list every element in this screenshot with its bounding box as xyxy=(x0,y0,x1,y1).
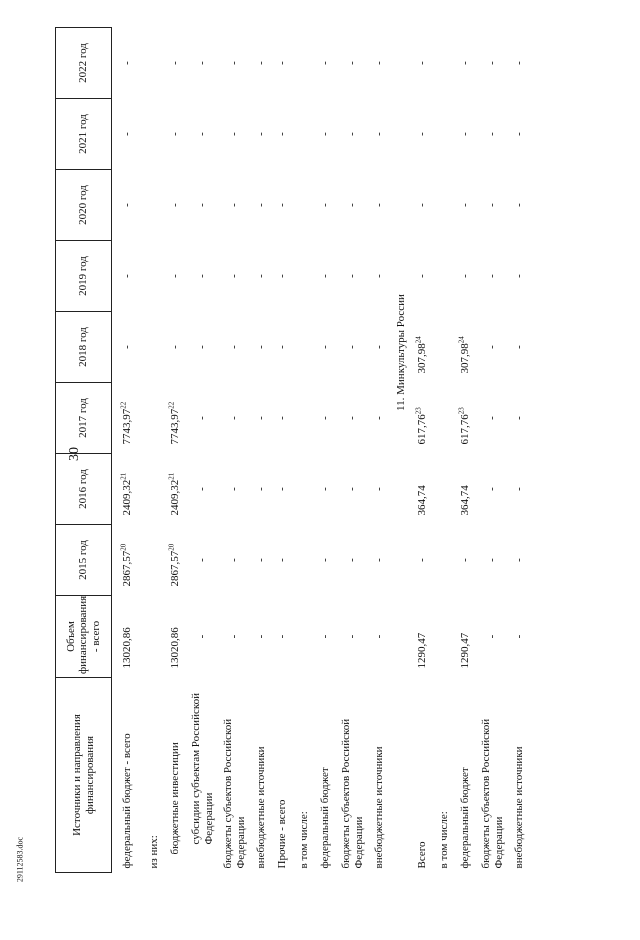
cell-value: - xyxy=(346,416,359,420)
header-year: 2021 год xyxy=(56,99,112,170)
cell-value: - xyxy=(486,203,499,207)
cell-value: - xyxy=(372,203,385,207)
row-label: субсидии субъектам Российской Федерации xyxy=(189,692,215,845)
header-year: 2022 год xyxy=(56,28,112,99)
row-label: внебюджетные источники xyxy=(512,746,525,869)
total-value: 13020,86 xyxy=(169,627,182,669)
table-row xyxy=(434,28,456,873)
row-label: федеральный бюджет - всего xyxy=(121,733,134,869)
cell-value: - xyxy=(228,487,241,491)
cell-value: 2409,32$^{21}$ xyxy=(119,472,134,516)
header-source: Источники и направления финансирования xyxy=(56,678,112,873)
table-row xyxy=(144,28,166,873)
cell-value: - xyxy=(254,274,267,278)
cell-value: - xyxy=(254,416,267,420)
row-label: бюджетные инвестиции xyxy=(169,742,182,855)
cell-value: - xyxy=(459,132,472,136)
cell-value: - xyxy=(196,634,209,639)
cell-value: - xyxy=(121,203,134,207)
cell-value: - xyxy=(276,274,289,278)
cell-value: - xyxy=(228,558,241,562)
cell-value: - xyxy=(512,416,525,420)
row-label: в том числе: xyxy=(437,811,450,869)
cell-value: - xyxy=(512,274,525,278)
cell-value: - xyxy=(372,487,385,491)
cell-value: - xyxy=(196,132,209,136)
cell-value: - xyxy=(346,487,359,491)
cell-value: - xyxy=(254,487,267,491)
cell-value: - xyxy=(254,132,267,136)
header-year: 2016 год xyxy=(56,454,112,525)
cell-value: - xyxy=(319,203,332,207)
cell-value: - xyxy=(228,416,241,420)
cell-value: - xyxy=(486,345,499,349)
cell-value: - xyxy=(276,634,289,639)
cell-value: - xyxy=(196,203,209,207)
row-label: Прочие - всего xyxy=(276,799,289,869)
row-label: федеральный бюджет xyxy=(459,767,472,869)
table-row xyxy=(477,28,509,873)
cell-value: 307,98$^{24}$ xyxy=(457,336,472,374)
cell-value: - xyxy=(169,132,182,136)
table-row xyxy=(112,28,144,873)
cell-value: - xyxy=(276,558,289,562)
cell-value: - xyxy=(121,274,134,278)
cell-value: 2867,57$^{20}$ xyxy=(167,543,182,587)
cell-value: - xyxy=(196,416,209,420)
cell-value: 364,74 xyxy=(416,485,429,516)
table-row xyxy=(272,28,294,873)
header-row xyxy=(56,28,112,873)
cell-value: - xyxy=(228,203,241,207)
row-label: федеральный бюджет xyxy=(319,767,332,869)
cell-value: - xyxy=(196,274,209,278)
cell-value: - xyxy=(276,487,289,491)
table-row xyxy=(187,28,219,873)
row-label: в том числе: xyxy=(297,811,310,869)
cell-value: - xyxy=(346,203,359,207)
header-year: 2020 год xyxy=(56,170,112,241)
cell-value: - xyxy=(319,634,332,639)
cell-value: - xyxy=(486,61,499,65)
cell-value: - xyxy=(276,203,289,207)
cell-value: - xyxy=(459,203,472,207)
cell-value: - xyxy=(372,558,385,562)
cell-value: - xyxy=(196,558,209,562)
cell-value: - xyxy=(486,634,499,639)
footnote-ref: 24 xyxy=(414,336,423,344)
footnote-ref: 21 xyxy=(119,472,128,480)
cell-value: - xyxy=(346,274,359,278)
table-row xyxy=(455,28,477,873)
section-title: 11. Минкультуры России xyxy=(394,294,407,411)
cell-value: 2409,32$^{21}$ xyxy=(167,472,182,516)
row-label: внебюджетные источники xyxy=(254,746,267,869)
cell-value: - xyxy=(319,416,332,420)
cell-value: - xyxy=(459,61,472,65)
header-year: 2017 год xyxy=(56,383,112,454)
cell-value: - xyxy=(512,132,525,136)
cell-value: 307,98$^{24}$ xyxy=(414,336,429,374)
cell-value: - xyxy=(372,634,385,639)
footnote-ref: 23 xyxy=(457,407,466,415)
cell-value: - xyxy=(372,132,385,136)
cell-value: 2867,57$^{20}$ xyxy=(119,543,134,587)
table-row xyxy=(369,28,391,873)
cell-value: - xyxy=(254,634,267,639)
total-value: 1290,47 xyxy=(459,632,472,669)
cell-value: - xyxy=(228,634,241,639)
footnote-ref: 21 xyxy=(167,472,176,480)
cell-value: - xyxy=(169,61,182,65)
cell-value: - xyxy=(416,61,429,65)
total-value: 13020,86 xyxy=(121,627,134,669)
cell-value: - xyxy=(319,558,332,562)
row-label: бюджеты субъектов Российской Федерации xyxy=(221,718,247,869)
cell-value: - xyxy=(121,61,134,65)
cell-value: - xyxy=(372,416,385,420)
cell-value: - xyxy=(486,487,499,491)
cell-value: - xyxy=(372,345,385,349)
cell-value: - xyxy=(169,345,182,349)
cell-value: - xyxy=(254,558,267,562)
cell-value: - xyxy=(196,345,209,349)
row-label: внебюджетные источники xyxy=(372,746,385,869)
page-number: 30 xyxy=(67,447,82,461)
cell-value: - xyxy=(276,132,289,136)
cell-value: - xyxy=(416,558,429,562)
footnote-ref: 24 xyxy=(457,336,466,344)
cell-value: - xyxy=(486,274,499,278)
cell-value: - xyxy=(512,203,525,207)
cell-value: - xyxy=(416,132,429,136)
cell-value: - xyxy=(346,558,359,562)
cell-value: - xyxy=(459,274,472,278)
cell-value: - xyxy=(346,634,359,639)
table-row xyxy=(165,28,187,873)
header-year: 2015 год xyxy=(56,525,112,596)
cell-value: - xyxy=(228,274,241,278)
cell-value: - xyxy=(346,61,359,65)
cell-value: - xyxy=(254,203,267,207)
cell-value: - xyxy=(196,487,209,491)
cell-value: - xyxy=(372,61,385,65)
cell-value: - xyxy=(276,416,289,420)
cell-value: - xyxy=(319,61,332,65)
cell-value: - xyxy=(254,345,267,349)
table-row xyxy=(219,28,251,873)
row-label: бюджеты субъектов Российской Федерации xyxy=(339,718,365,869)
cell-value: - xyxy=(459,558,472,562)
footnote-ref: 23 xyxy=(414,407,423,415)
header-year: 2018 год xyxy=(56,312,112,383)
footnote-ref: 22 xyxy=(119,401,128,409)
cell-value: - xyxy=(121,132,134,136)
cell-value: - xyxy=(169,274,182,278)
cell-value: - xyxy=(276,345,289,349)
footnote-ref: 20 xyxy=(119,543,128,551)
cell-value: 617,76$^{23}$ xyxy=(414,407,429,445)
cell-value: - xyxy=(346,345,359,349)
cell-value: - xyxy=(486,416,499,420)
footnote-ref: 20 xyxy=(167,543,176,551)
rotated-page xyxy=(55,28,610,873)
table-row xyxy=(294,28,316,873)
cell-value: - xyxy=(346,132,359,136)
cell-value: - xyxy=(372,274,385,278)
table-row xyxy=(315,28,337,873)
total-value: 1290,47 xyxy=(416,632,429,669)
cell-value: - xyxy=(416,203,429,207)
row-label: Всего xyxy=(416,841,429,869)
footnote-ref: 22 xyxy=(167,401,176,409)
financing-table xyxy=(55,27,530,873)
cell-value: - xyxy=(196,61,209,65)
cell-value: - xyxy=(486,558,499,562)
cell-value: - xyxy=(319,487,332,491)
cell-value: 364,74 xyxy=(459,485,472,516)
file-label: 29112583.doc xyxy=(15,836,25,883)
header-year: 2019 год xyxy=(56,241,112,312)
cell-value: - xyxy=(512,345,525,349)
cell-value: - xyxy=(512,487,525,491)
cell-value: 7743,97$^{22}$ xyxy=(119,401,134,445)
table-row xyxy=(509,28,531,873)
table-row xyxy=(412,28,434,873)
table-row xyxy=(337,28,369,873)
cell-value: - xyxy=(486,132,499,136)
cell-value: - xyxy=(228,61,241,65)
cell-value: - xyxy=(276,61,289,65)
cell-value: - xyxy=(254,61,267,65)
cell-value: - xyxy=(416,274,429,278)
header-total: Объем финансирования - всего xyxy=(56,596,112,678)
cell-value: - xyxy=(319,132,332,136)
cell-value: 7743,97$^{22}$ xyxy=(167,401,182,445)
row-label: бюджеты субъектов Российской Федерации xyxy=(479,718,505,869)
table-row xyxy=(251,28,273,873)
cell-value: - xyxy=(228,345,241,349)
cell-value: - xyxy=(319,345,332,349)
cell-value: - xyxy=(319,274,332,278)
cell-value: - xyxy=(512,61,525,65)
cell-value: - xyxy=(512,558,525,562)
cell-value: 617,76$^{23}$ xyxy=(457,407,472,445)
row-label: из них: xyxy=(147,835,160,869)
cell-value: - xyxy=(121,345,134,349)
cell-value: - xyxy=(512,634,525,639)
section-row xyxy=(390,28,412,873)
cell-value: - xyxy=(228,132,241,136)
cell-value: - xyxy=(169,203,182,207)
